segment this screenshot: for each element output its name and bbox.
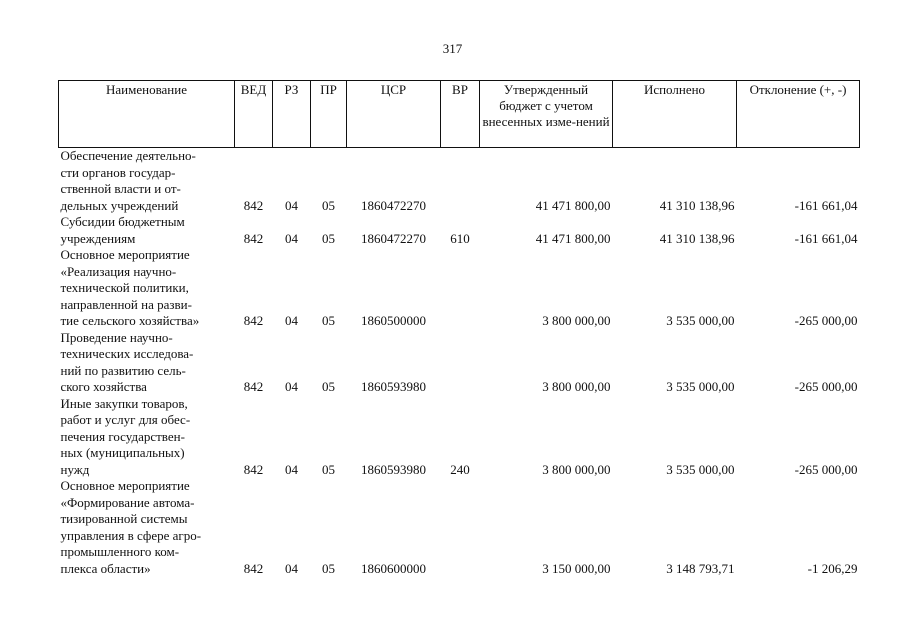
cell-rz: 04 (285, 560, 298, 576)
cell-vr (441, 478, 480, 577)
cell-vr (441, 247, 480, 330)
cell-rz: 04 (285, 197, 298, 213)
cell-pr: 05 (322, 197, 335, 213)
cell-csr: 1860593980 (361, 379, 426, 394)
table-row (59, 396, 860, 479)
table-row (59, 148, 860, 215)
header-approved-budget: Утвержденный бюджет с учетом внесенных изме-нений (480, 81, 613, 148)
cell-rz: 04 (285, 379, 298, 394)
cell-executed: 41 310 138,96 (659, 197, 735, 213)
cell-vr (441, 148, 480, 215)
cell-ved: 842 (243, 313, 264, 328)
header-rz: РЗ (273, 81, 311, 148)
cell-approved-budget: 3 800 000,00 (542, 379, 611, 394)
cell-csr: 1860500000 (361, 313, 426, 328)
cell-pr: 05 (322, 313, 335, 328)
header-deviation: Отклонение (+, -) (737, 81, 860, 148)
budget-execution-table (58, 80, 860, 577)
cell-name: Проведение научно- технических исследова- ний по развитию сель- ского хозяйства (60, 329, 194, 394)
cell-rz: 04 (285, 461, 298, 477)
cell-vr (441, 330, 480, 396)
cell-deviation: -161 661,04 (794, 230, 858, 246)
cell-name: Основное мероприятие «Реализация научно- технической политики, направленной на разви- тие сельского хозяйства» (60, 247, 200, 328)
cell-csr: 1860600000 (361, 560, 426, 576)
cell-deviation: -265 000,00 (794, 379, 858, 394)
header-executed: Исполнено (613, 81, 737, 148)
cell-deviation: -265 000,00 (794, 313, 858, 328)
cell-pr: 05 (322, 461, 335, 477)
table-body (59, 148, 860, 578)
cell-name: Основное мероприятие «Формирование автома- тизированной системы управления в сфере агро- промышленного ком- плекса области» (60, 478, 202, 576)
page-number: 317 (442, 41, 463, 56)
cell-ved: 842 (243, 560, 264, 576)
cell-vr: 240 (450, 461, 470, 477)
header-vr: ВР (441, 81, 480, 148)
header-name: Наименование (59, 81, 235, 148)
cell-ved: 842 (243, 230, 264, 246)
cell-approved-budget: 3 800 000,00 (542, 461, 611, 477)
table-row (59, 214, 860, 247)
cell-approved-budget: 3 800 000,00 (542, 313, 611, 328)
cell-executed: 3 148 793,71 (666, 560, 735, 576)
cell-ved: 842 (243, 379, 264, 394)
header-ved: ВЕД (235, 81, 273, 148)
cell-csr: 1860472270 (361, 197, 426, 213)
cell-deviation: -161 661,04 (794, 197, 858, 213)
cell-deviation: -265 000,00 (794, 461, 858, 477)
cell-name: Субсидии бюджетным учреждениям (60, 214, 185, 246)
cell-ved: 842 (243, 461, 264, 477)
cell-approved-budget: 3 150 000,00 (542, 560, 611, 576)
header-pr: ПР (311, 81, 347, 148)
cell-vr: 610 (450, 230, 470, 246)
cell-csr: 1860593980 (361, 461, 426, 477)
cell-rz: 04 (285, 313, 298, 328)
table-row (59, 247, 860, 330)
table-header-row (59, 81, 860, 148)
cell-executed: 3 535 000,00 (666, 379, 735, 394)
cell-csr: 1860472270 (361, 230, 426, 246)
cell-executed: 3 535 000,00 (666, 461, 735, 477)
cell-executed: 3 535 000,00 (666, 313, 735, 328)
table-row (59, 478, 860, 577)
cell-pr: 05 (322, 230, 335, 246)
cell-ved: 842 (243, 197, 264, 213)
cell-executed: 41 310 138,96 (659, 230, 735, 246)
table-row (59, 330, 860, 396)
cell-name: Обеспечение деятельно- сти органов государ- ственной власти и от- дельных учреждений (60, 148, 196, 213)
cell-pr: 05 (322, 560, 335, 576)
cell-rz: 04 (285, 230, 298, 246)
cell-deviation: -1 206,29 (807, 560, 858, 576)
cell-name: Иные закупки товаров, работ и услуг для обес- печения государствен- ных (муниципальных) нужд (60, 395, 191, 477)
cell-pr: 05 (322, 379, 335, 394)
cell-approved-budget: 41 471 800,00 (535, 197, 611, 213)
header-csr: ЦСР (347, 81, 441, 148)
cell-approved-budget: 41 471 800,00 (535, 230, 611, 246)
